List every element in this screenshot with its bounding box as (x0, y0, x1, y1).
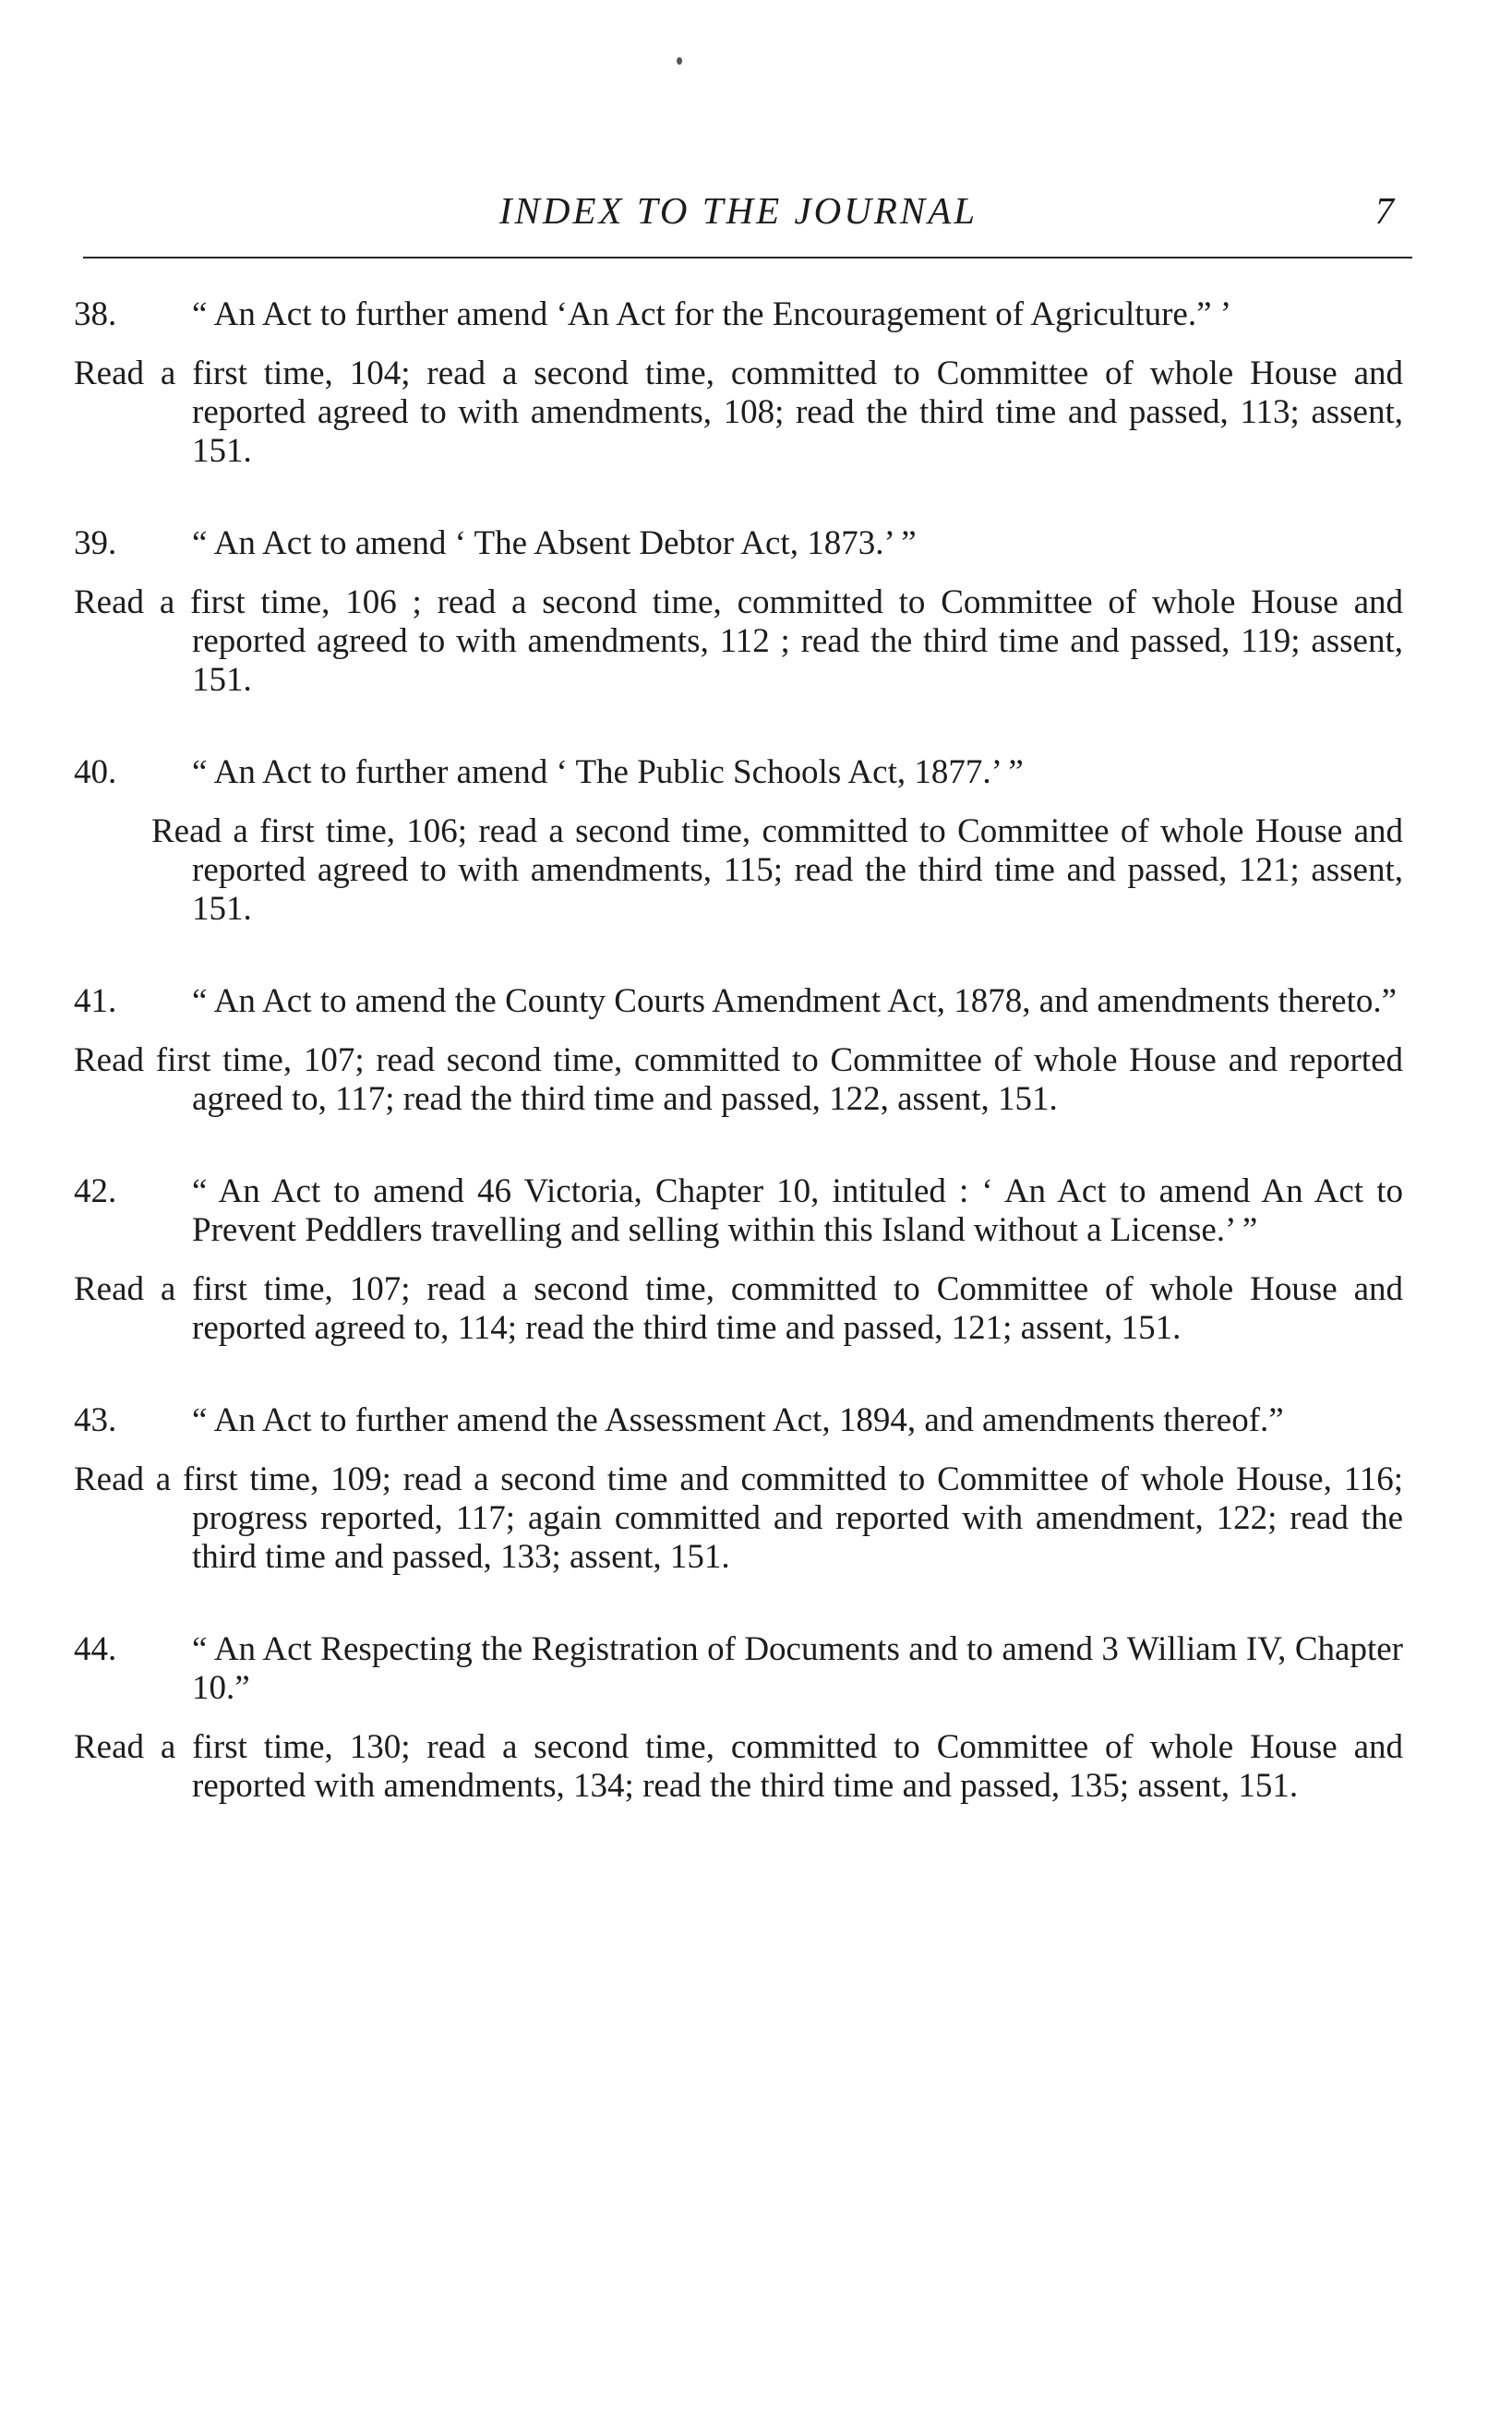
reading-record: Read a first time, 106; read a second time, committed to Committee of whole House and reported agreed to with amendments, 115; read the third time and passed, 121; assent, 151. (151, 812, 1403, 928)
act-title-text: “ An Act to amend 46 Victoria, Chapter 10, intituled : ‘ An Act to amend An Act to Prevent Peddlers travelling and selling within this Island without a License.’ ” (192, 1172, 1403, 1249)
page-number: 7 (1374, 189, 1394, 232)
act-title (74, 295, 1403, 334)
reading-record: Read a first time, 104; read a second time, committed to Committee of whole House and reported agreed to with amendments, 108; read the third time and passed, 113; assent, 151. (74, 354, 1403, 470)
entry-number: 41. (74, 982, 117, 1020)
reading-record: Read a first time, 130; read a second time, committed to Committee of whole House and reported with amendments, 134; read the third time and passed, 135; assent, 151. (74, 1728, 1403, 1805)
reading-record: Read a first time, 109; read a second time and committed to Committee of whole House, 116; progress reported, 117; again committed and reported with amendment, 122; read the third time and passed, 133; assent, 151. (74, 1460, 1403, 1576)
act-title-text: “ An Act Respecting the Registration of Documents and to amend 3 William IV, Chapter 10.” (192, 1630, 1403, 1707)
act-title (74, 524, 1403, 563)
index-entries (74, 295, 1403, 1859)
index-entry (74, 295, 1403, 471)
index-entry (74, 1401, 1403, 1577)
reading-record: Read a first time, 106 ; read a second time, committed to Committee of whole House and reported agreed to with amendments, 112 ; read the third time and passed, 119; assent, 151. (74, 583, 1403, 699)
running-title: INDEX TO THE JOURNAL (498, 189, 978, 232)
act-title-text: “ An Act to further amend the Assessment Act, 1894, and amendments thereof.” (192, 1401, 1284, 1439)
index-entry (74, 1172, 1403, 1348)
entry-number: 44. (74, 1630, 117, 1668)
reading-record: Read first time, 107; read second time, committed to Committee of whole House and reported agreed to, 117; read the third time and passed, 122, assent, 151. (74, 1041, 1403, 1118)
header-rule (83, 257, 1412, 258)
act-title (74, 1401, 1403, 1440)
page-header (83, 183, 1394, 238)
index-entry (74, 524, 1403, 700)
act-title-text: “ An Act to further amend ‘ The Public Schools Act, 1877.’ ” (192, 753, 1024, 791)
entry-number: 43. (74, 1401, 117, 1439)
entry-number: 40. (74, 753, 117, 791)
index-entry (74, 1630, 1403, 1806)
act-title (74, 1172, 1403, 1250)
print-speck (677, 57, 682, 65)
act-title-text: “ An Act to amend ‘ The Absent Debtor Act, 1873.’ ” (192, 524, 917, 562)
act-title-text: “ An Act to further amend ‘An Act for the Encouragement of Agriculture.” ’ (192, 295, 1232, 333)
entry-number: 42. (74, 1172, 117, 1210)
act-title (74, 1630, 1403, 1708)
entry-number: 39. (74, 524, 117, 562)
index-entry (74, 753, 1403, 929)
act-title (74, 753, 1403, 792)
entry-number: 38. (74, 295, 117, 333)
index-entry (74, 982, 1403, 1119)
act-title-text: “ An Act to amend the County Courts Amendment Act, 1878, and amendments thereto.” (192, 982, 1398, 1020)
act-title (74, 982, 1403, 1021)
reading-record: Read a first time, 107; read a second time, committed to Committee of whole House and reported agreed to, 114; read the third time and passed, 121; assent, 151. (74, 1270, 1403, 1347)
